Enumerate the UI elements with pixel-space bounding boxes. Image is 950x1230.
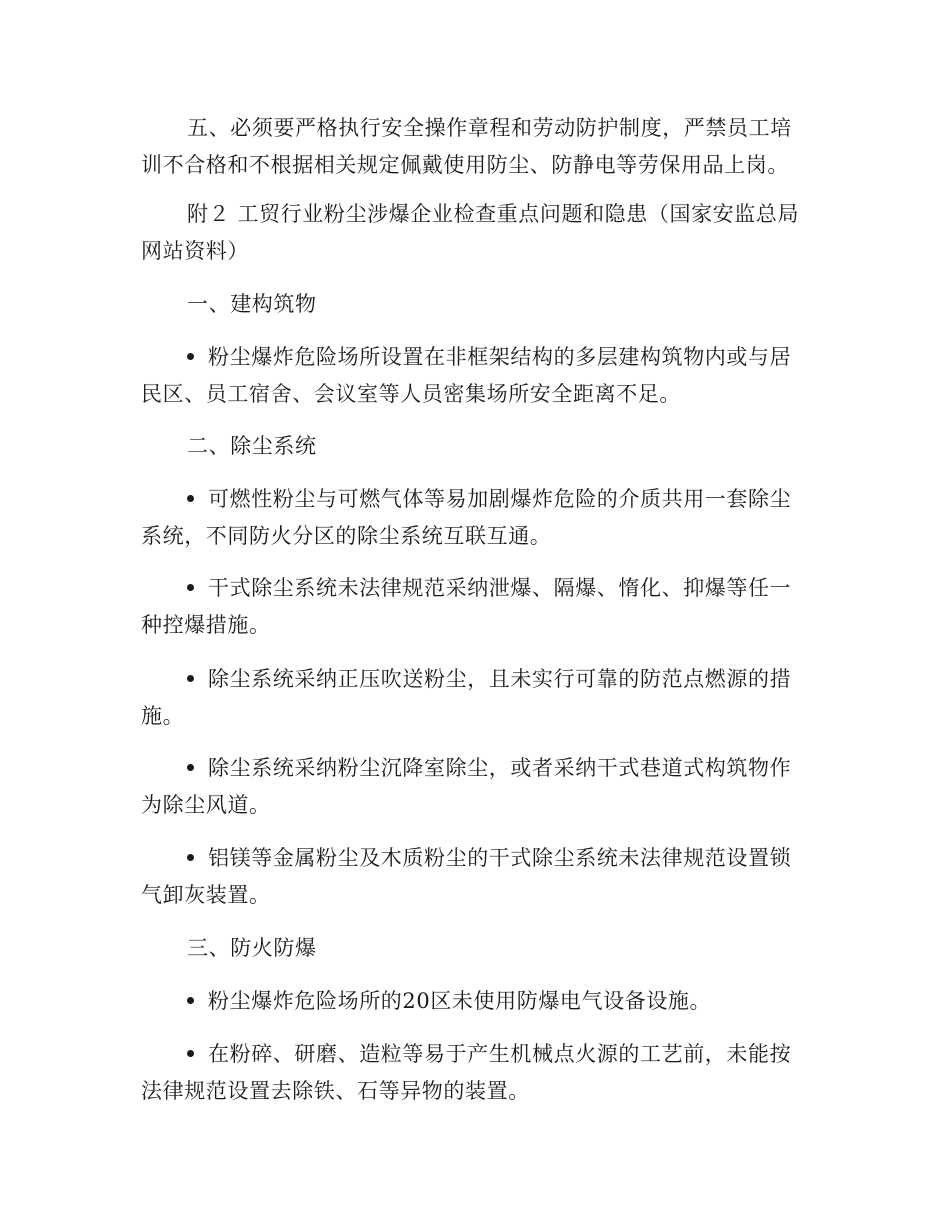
bullet-text: 除尘系统采纳正压吹送粉尘，且未实行可靠的防范点燃源的措 <box>208 667 792 691</box>
bullet-paragraph <box>141 481 811 555</box>
paragraph-line <box>141 983 811 1020</box>
section-heading-one <box>141 286 811 323</box>
paragraph-line <box>141 750 811 787</box>
paragraph-line: 系统，不同防火分区的除尘系统互联互通。 <box>141 524 552 548</box>
bullet-paragraph <box>141 661 811 735</box>
bullet-text: 粉尘爆炸危险场所设置在非框架结构的多层建构筑物内或与居 <box>208 345 792 369</box>
bullet-paragraph <box>141 339 811 413</box>
bullet-icon <box>187 854 194 861</box>
paragraph-line: 为除尘风道。 <box>141 793 271 817</box>
bullet-icon <box>187 353 194 360</box>
bullet-icon <box>187 997 194 1004</box>
bullet-text: 粉尘爆炸危险场所的20区未使用防爆电气设备设施。 <box>208 989 712 1013</box>
paragraph-line <box>141 661 811 698</box>
bullet-text: 在粉碎、研磨、造粒等易于产生机械点火源的工艺前，未能按 <box>208 1042 792 1066</box>
bullet-icon <box>187 584 194 591</box>
bullet-paragraph <box>141 570 811 644</box>
paragraph-line: 网站资料） <box>141 239 249 263</box>
bullet-icon <box>187 764 194 771</box>
bullet-paragraph <box>141 840 811 914</box>
paragraph-line: 训不合格和不根据相关规定佩戴使用防尘、防静电等劳保用品上岗。 <box>141 153 789 177</box>
paragraph-line <box>141 339 811 376</box>
paragraph-line <box>141 481 811 518</box>
paragraph-line <box>141 570 811 607</box>
section-heading-three <box>141 930 811 967</box>
section-heading-text: 二、除尘系统 <box>187 434 317 458</box>
bullet-paragraph <box>141 1036 811 1110</box>
paragraph-line <box>141 840 811 877</box>
appendix-title <box>141 196 811 270</box>
bullet-text: 除尘系统采纳粉尘沉降室除尘，或者采纳干式巷道式构筑物作 <box>208 756 792 780</box>
section-heading-two <box>141 428 811 465</box>
paragraph-line: 法律规范设置去除铁、石等异物的装置。 <box>141 1079 530 1103</box>
section-heading-text: 三、防火防爆 <box>187 936 317 960</box>
paragraph-line: 五、必须要严格执行安全操作章程和劳动防护制度，严禁员工培 <box>187 116 792 140</box>
paragraph-line: 民区、员工宿舍、会议室等人员密集场所安全距离不足。 <box>141 382 681 406</box>
bullet-text: 可燃性粉尘与可燃气体等易加剧爆炸危险的介质共用一套除尘 <box>208 487 792 511</box>
bullet-text: 干式除尘系统未法律规范采纳泄爆、隔爆、惰化、抑爆等任一 <box>208 576 792 600</box>
bullet-paragraph <box>141 750 811 824</box>
bullet-icon <box>187 675 194 682</box>
paragraph-line <box>141 1036 811 1073</box>
bullet-icon <box>187 1050 194 1057</box>
paragraph-line: 气卸灰装置。 <box>141 883 271 907</box>
section-heading-text: 一、建构筑物 <box>187 292 317 316</box>
bullet-text: 铝镁等金属粉尘及木质粉尘的干式除尘系统未法律规范设置锁 <box>208 846 792 870</box>
paragraph-line: 种控爆措施。 <box>141 613 271 637</box>
paragraph-line: 附２ 工贸行业粉尘涉爆企业检查重点问题和隐患（国家安监总局 <box>187 202 800 226</box>
paragraph-line: 施。 <box>141 704 185 728</box>
bullet-paragraph <box>141 983 811 1020</box>
paragraph-item-five <box>141 110 811 184</box>
bullet-icon <box>187 495 194 502</box>
